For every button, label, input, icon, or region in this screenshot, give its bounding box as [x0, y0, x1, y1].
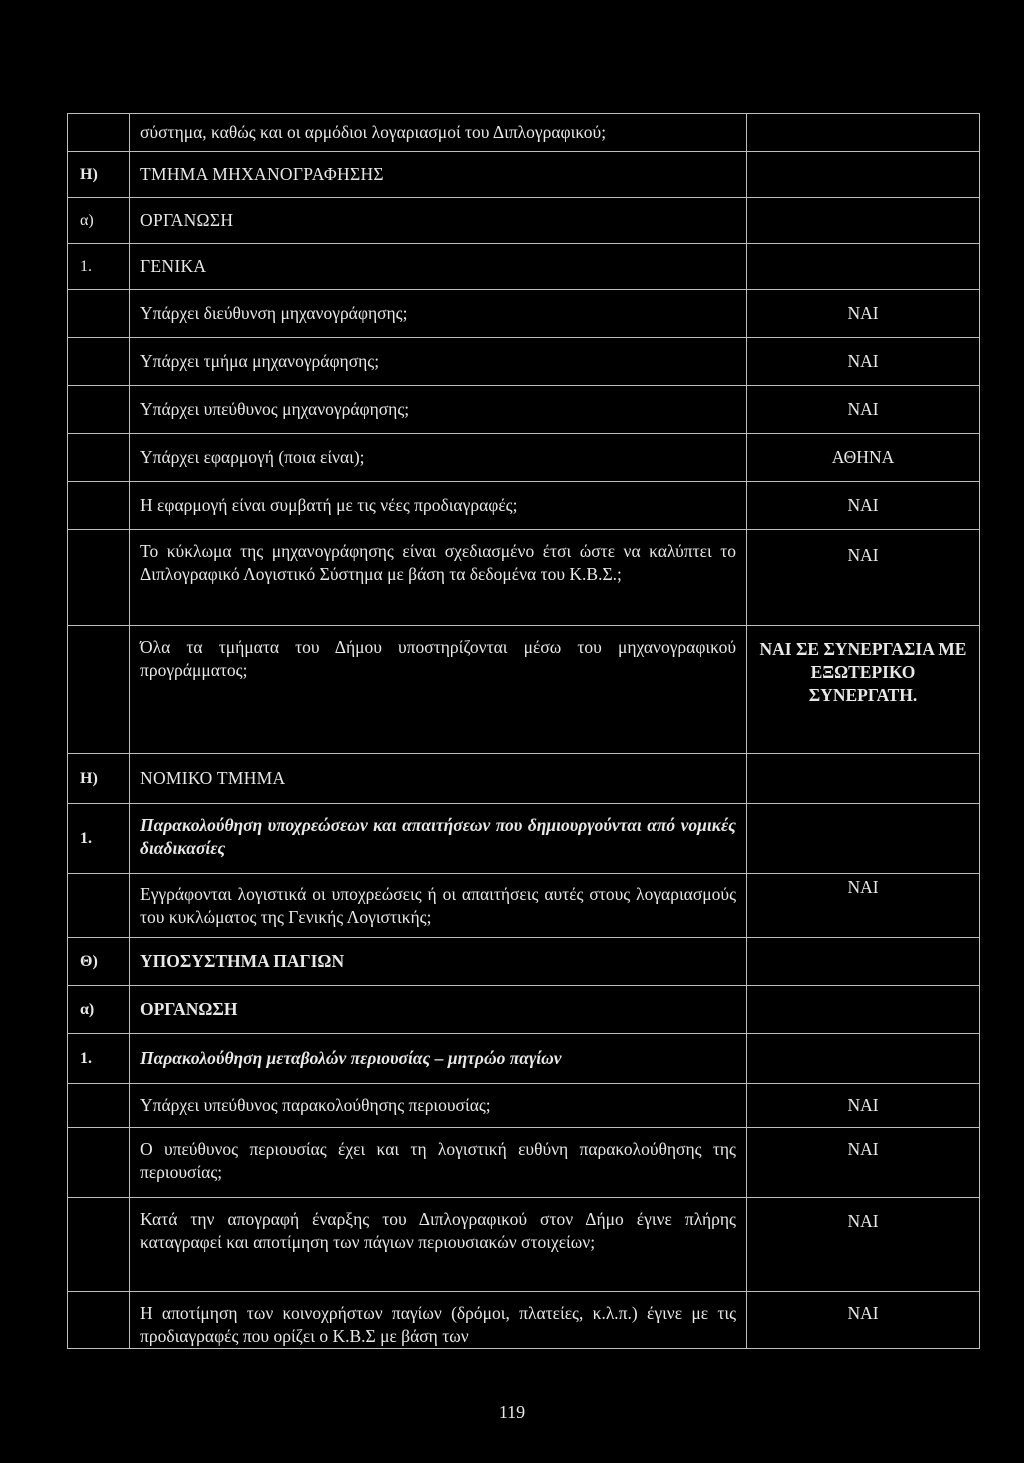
- question-text: Η εφαρμογή είναι συμβατή με τις νέες προδιαγραφές;: [130, 482, 747, 530]
- table-row: [68, 1034, 980, 1084]
- question-text: Η αποτίμηση των κοινοχρήστων παγίων (δρόμοι, πλατείες, κ.λ.π.) έγινε με τις προδιαγραφές που ορίζει ο Κ.Β.Σ με βάση των: [130, 1292, 747, 1349]
- subsection-label: α): [68, 986, 130, 1034]
- answer-text: ΝΑΙ: [747, 1128, 980, 1198]
- question-text: Υπάρχει εφαρμογή (ποια είναι);: [130, 434, 747, 482]
- answer-text: ΝΑΙ ΣΕ ΣΥΝΕΡΓΑΣΙΑ ΜΕ ΕΞΩΤΕΡΙΚΟ ΣΥΝΕΡΓΑΤΗ.: [747, 626, 980, 754]
- question-text: Ο υπεύθυνος περιουσίας έχει και τη λογιστική ευθύνη παρακολούθησης της περιουσίας;: [130, 1128, 747, 1198]
- row-label: [68, 1128, 130, 1198]
- question-text: Κατά την απογραφή έναρξης του Διπλογραφικού στον Δήμο έγινε πλήρης καταγραφεί και αποτίμηση των πάγιων περιουσιακών στοιχείων;: [130, 1198, 747, 1292]
- question-text: Όλα τα τμήματα του Δήμου υποστηρίζονται μέσω του μηχανογραφικού προγράμματος;: [130, 626, 747, 754]
- subsection-heading: ΟΡΓΑΝΩΣΗ: [130, 986, 747, 1034]
- answer-text: ΑΘΗΝΑ: [747, 434, 980, 482]
- table-row: [68, 938, 980, 986]
- question-text: Υπάρχει υπεύθυνος μηχανογράφησης;: [130, 386, 747, 434]
- item-heading: Παρακολούθηση μεταβολών περιουσίας – μητρώο παγίων: [130, 1034, 747, 1084]
- item-number: 1.: [68, 804, 130, 874]
- question-text: Υπάρχει τμήμα μηχανογράφησης;: [130, 338, 747, 386]
- row-label: [68, 1292, 130, 1349]
- row-answer: [747, 1034, 980, 1084]
- table-row: [68, 244, 980, 290]
- table-row: [68, 482, 980, 530]
- row-label: [68, 482, 130, 530]
- row-text: σύστημα, καθώς και οι αρμόδιοι λογαριασμοί του Διπλογραφικού;: [130, 114, 747, 152]
- table-row: [68, 1292, 980, 1349]
- table-row: [68, 874, 980, 938]
- table-row: [68, 754, 980, 804]
- table-row: [68, 434, 980, 482]
- table-row: [68, 530, 980, 626]
- answer-text: ΝΑΙ: [747, 874, 980, 938]
- row-label: [68, 530, 130, 626]
- row-answer: [747, 198, 980, 244]
- row-answer: [747, 754, 980, 804]
- row-answer: [747, 114, 980, 152]
- document-table: [67, 113, 980, 1349]
- table-row: [68, 386, 980, 434]
- answer-text: ΝΑΙ: [747, 1084, 980, 1128]
- answer-text: ΝΑΙ: [747, 386, 980, 434]
- section-heading: ΝΟΜΙΚΟ ΤΜΗΜΑ: [130, 754, 747, 804]
- item-number: 1.: [68, 1034, 130, 1084]
- item-heading: ΓΕΝΙΚΑ: [130, 244, 747, 290]
- answer-text: ΝΑΙ: [747, 1198, 980, 1292]
- question-text: Το κύκλωμα της μηχανογράφησης είναι σχεδιασμένο έτσι ώστε να καλύπτει το Διπλογραφικό Λογιστικό Σύστημα με βάση τα δεδομένα του Κ.Β.Σ.;: [130, 530, 747, 626]
- subsection-heading: ΟΡΓΑΝΩΣΗ: [130, 198, 747, 244]
- table-row: [68, 338, 980, 386]
- table-row: [68, 1128, 980, 1198]
- answer-text: ΝΑΙ: [747, 1292, 980, 1349]
- table-row: [68, 986, 980, 1034]
- answer-text: ΝΑΙ: [747, 530, 980, 626]
- table-row: [68, 626, 980, 754]
- page-number: 119: [498, 1402, 526, 1422]
- subsection-label: α): [68, 198, 130, 244]
- item-number: 1.: [68, 244, 130, 290]
- question-text: Υπάρχει διεύθυνση μηχανογράφησης;: [130, 290, 747, 338]
- row-label: [68, 386, 130, 434]
- section-label: Η): [68, 152, 130, 198]
- row-label: [68, 338, 130, 386]
- question-text: Εγγράφονται λογιστικά οι υποχρεώσεις ή οι απαιτήσεις αυτές στους λογαριασμούς του κυκλώματος της Γενικής Λογιστικής;: [130, 874, 747, 938]
- row-answer: [747, 986, 980, 1034]
- row-answer: [747, 938, 980, 986]
- question-text: Υπάρχει υπεύθυνος παρακολούθησης περιουσίας;: [130, 1084, 747, 1128]
- section-heading: ΥΠΟΣΥΣΤΗΜΑ ΠΑΓΙΩΝ: [130, 938, 747, 986]
- row-answer: [747, 804, 980, 874]
- table-row: [68, 114, 980, 152]
- table-row: [68, 198, 980, 244]
- row-label: [68, 114, 130, 152]
- answer-text: ΝΑΙ: [747, 482, 980, 530]
- answer-text: ΝΑΙ: [747, 290, 980, 338]
- section-label: Θ): [68, 938, 130, 986]
- row-label: [68, 874, 130, 938]
- table-row: [68, 804, 980, 874]
- row-label: [68, 626, 130, 754]
- item-heading: Παρακολούθηση υποχρεώσεων και απαιτήσεων που δημιουργούνται από νομικές διαδικασίες: [130, 804, 747, 874]
- section-heading: ΤΜΗΜΑ ΜΗΧΑΝΟΓΡΑΦΗΣΗΣ: [130, 152, 747, 198]
- section-label: Η): [68, 754, 130, 804]
- answer-text: ΝΑΙ: [747, 338, 980, 386]
- row-label: [68, 434, 130, 482]
- row-label: [68, 1084, 130, 1128]
- row-answer: [747, 244, 980, 290]
- table-row: [68, 290, 980, 338]
- row-label: [68, 1198, 130, 1292]
- row-answer: [747, 152, 980, 198]
- table-row: [68, 1198, 980, 1292]
- row-label: [68, 290, 130, 338]
- table-row: [68, 1084, 980, 1128]
- table-row: [68, 152, 980, 198]
